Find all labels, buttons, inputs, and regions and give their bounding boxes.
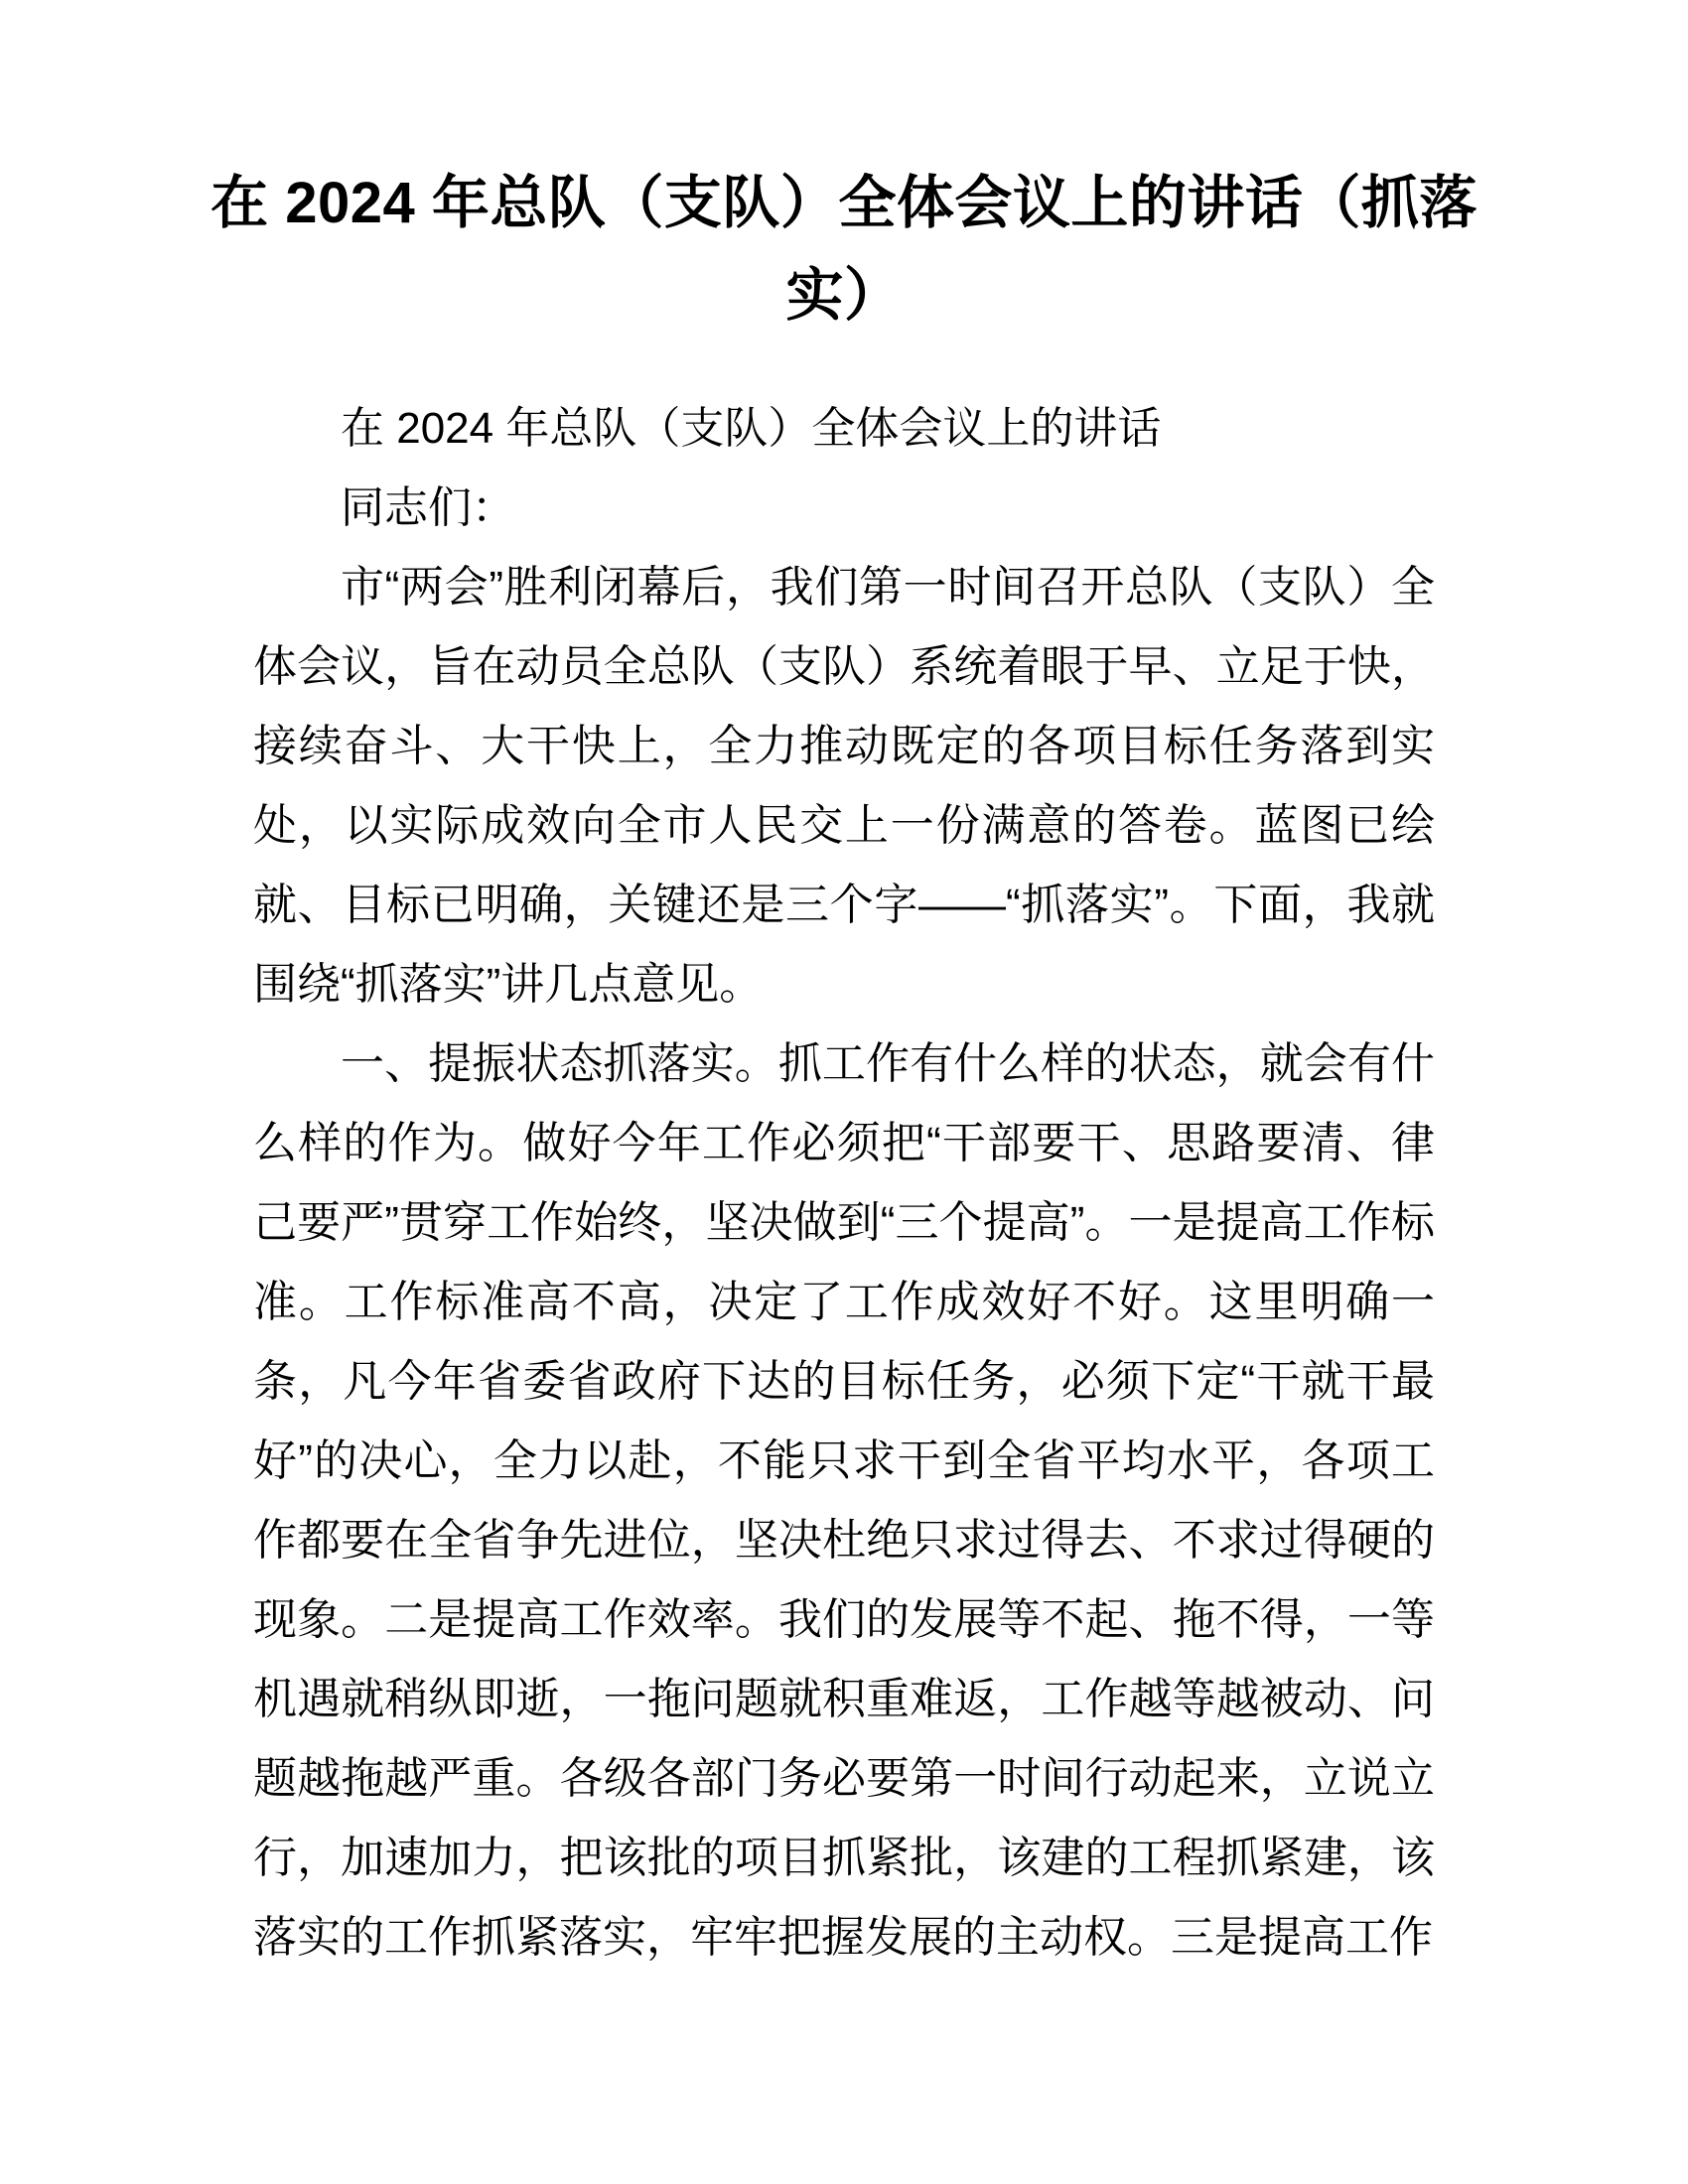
paragraph-intro: 市“两会”胜利闭幕后，我们第一时间召开总队（支队）全体会议，旨在动员全总队（支队）系统着眼于早、立足于快，接续奋斗、大干快上，全力推动既定的各项目标任务落到实处，以实际成效向全市人民交上一份满意的答卷。蓝图已绘就、目标已明确，关键还是三个字——“抓落实”。下面，我就围绕“抓落实”讲几点意见。 — [253, 563, 1435, 1009]
paragraph-salutation: 同志们： — [341, 483, 515, 532]
document-title: 在 2024 年总队（支队）全体会议上的讲话（抓落实） — [211, 171, 1477, 328]
document-body — [253, 389, 1435, 1978]
paragraph-subtitle: 在 2024 年总队（支队）全体会议上的讲话 — [341, 404, 1162, 453]
paragraph-section-one: 一、提振状态抓落实。抓工作有什么样的状态，就会有什么样的作为。做好今年工作必须把“干部要干、思路要清、律己要严”贯穿工作始终，坚决做到“三个提高”。一是提高工作标准。工作标准高不高，决定了工作成效好不好。这里明确一条，凡今年省委省政府下达的目标任务，必须下定“干就干最好”的决心，全力以赴，不能只求干到全省平均水平，各项工作都要在全省争先进位，坚决杜绝只求过得去、不求过得硬的现象。二是提高工作效率。我们的发展等不起、拖不得，一等机遇就稍纵即逝，一拖问题就积重难返，工作越等越被动、问题越拖越严重。各级各部门务必要第一时间行动起来，立说立行，加速加力，把该批的项目抓紧批，该建的工程抓紧建，该落实的工作抓紧落实，牢牢把握发展的主动权。三是提高工作 — [253, 1039, 1435, 1962]
